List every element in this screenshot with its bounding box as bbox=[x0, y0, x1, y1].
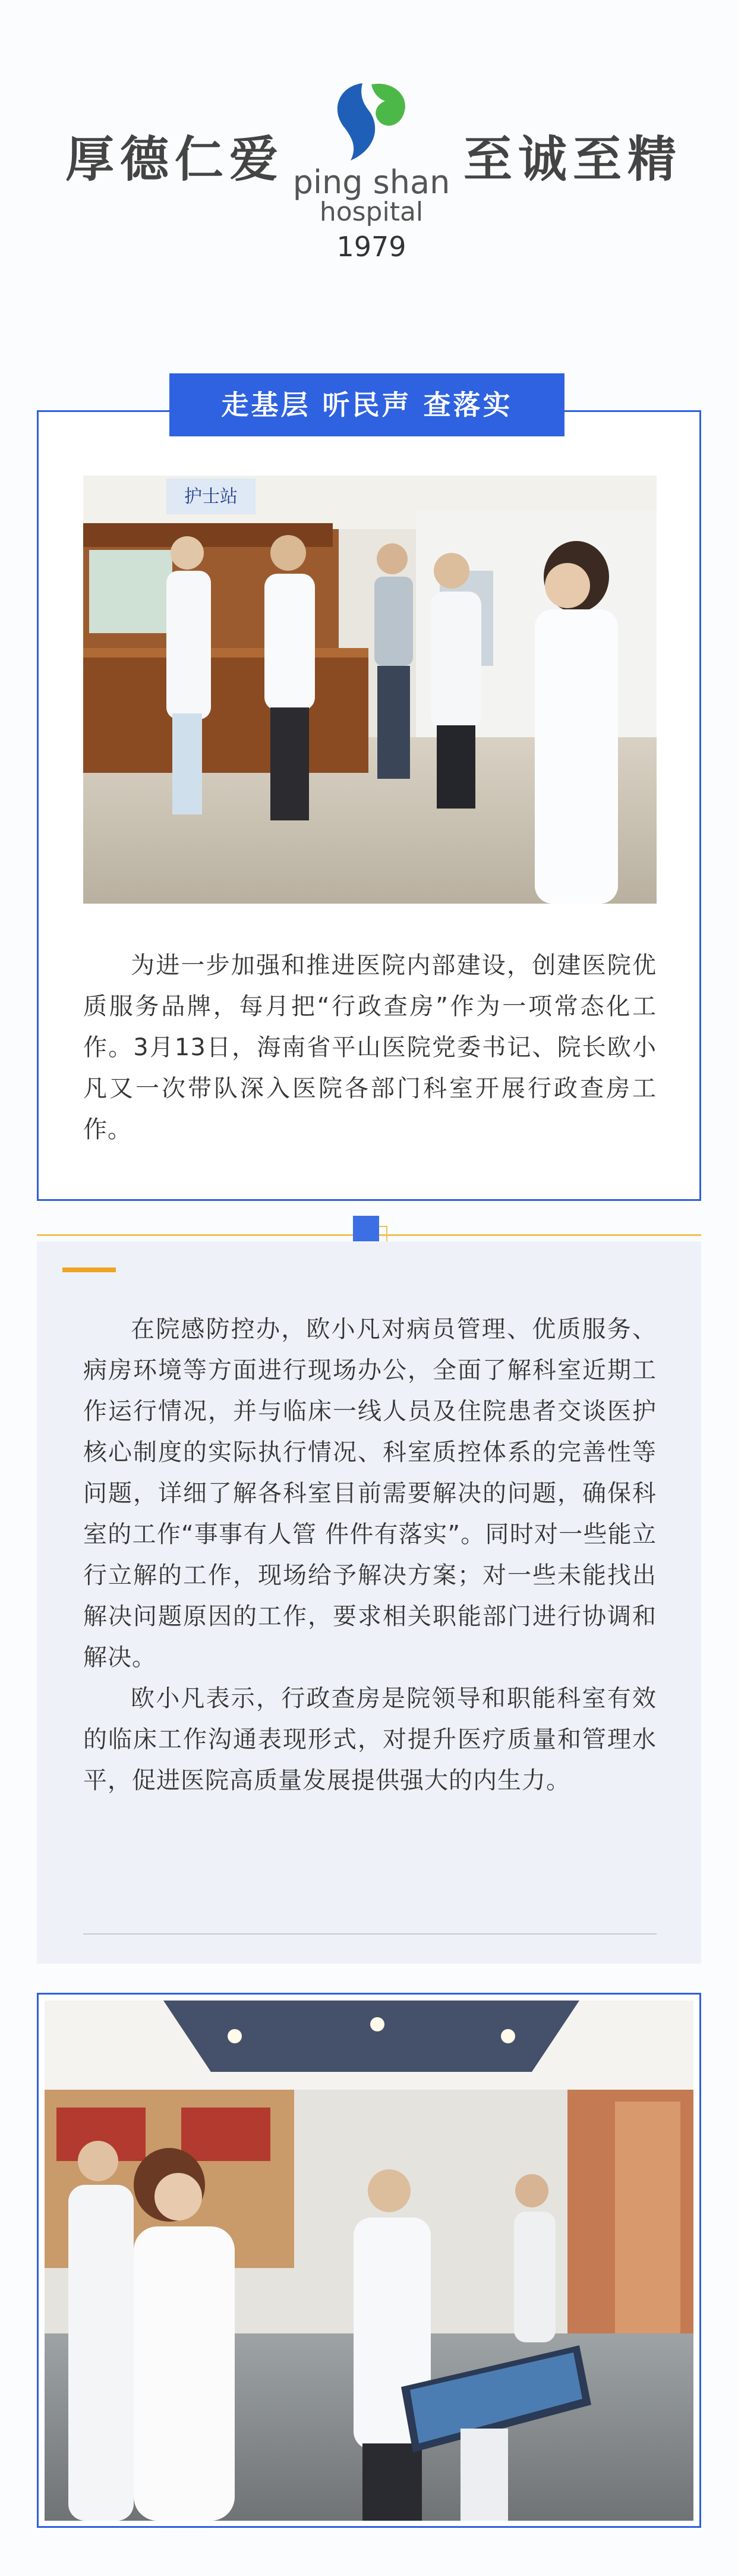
logo-text-pingshan: ping shan bbox=[292, 163, 450, 201]
leaf-logo-icon bbox=[321, 77, 422, 166]
intro-paragraph: 为进一步加强和推进医院内部建设，创建医院优质服务品牌，每月把“行政查房”作为一项常态化工作。3月13日，海南省平山医院党委书记、院长欧小凡又一次带队深入医院各部门科室开展行政查房工作。 bbox=[83, 952, 657, 1143]
ward-rounds-photo bbox=[83, 476, 657, 904]
section-1-title-tag: 走基层 听民声 查落实 bbox=[169, 373, 564, 436]
divider-blue-square bbox=[353, 1216, 379, 1242]
section-2-body bbox=[83, 1309, 657, 1801]
logo-year: 1979 bbox=[336, 231, 406, 263]
hospital-logo bbox=[285, 77, 458, 268]
page-header bbox=[0, 0, 738, 333]
section-1-paragraph bbox=[83, 945, 657, 1150]
hospital-lobby-scene-image bbox=[45, 2001, 693, 2521]
slogan-left: 厚德仁爱 bbox=[65, 131, 285, 188]
body-paragraph-1: 在院感防控办，欧小凡对病员管理、优质服务、病房环境等方面进行现场办公，全面了解科室近期工作运行情况，并与临床一线人员及住院患者交谈医护核心制度的实际执行情况、科室质控体系的完善性等问题，详细了解各科室目前需要解决的问题，确保科室的工作“事事有人管 件件有落实”。同时对一些能立行立解的工作，现场给予解决方案；对一些未能找出解决问题原因的工作，要求相关职能部门进行协调和解决。 bbox=[83, 1316, 657, 1671]
body-paragraph-2: 欧小凡表示，行政查房是院领导和职能科室有效的临床工作沟通表现形式，对提升医疗质量和管理水平，促进医院高质量发展提供强大的内生力。 bbox=[83, 1685, 657, 1794]
section-2-accent-bar bbox=[62, 1267, 116, 1272]
logo-text-hospital: hospital bbox=[319, 197, 424, 227]
section-2-bottom-rule bbox=[83, 1933, 657, 1935]
nurse-station-sign: 护士站 bbox=[184, 486, 238, 507]
slogan-right: 至诚至精 bbox=[463, 131, 683, 188]
lobby-kiosk-photo bbox=[45, 2001, 693, 2521]
nurse-station-scene-image bbox=[83, 476, 657, 904]
